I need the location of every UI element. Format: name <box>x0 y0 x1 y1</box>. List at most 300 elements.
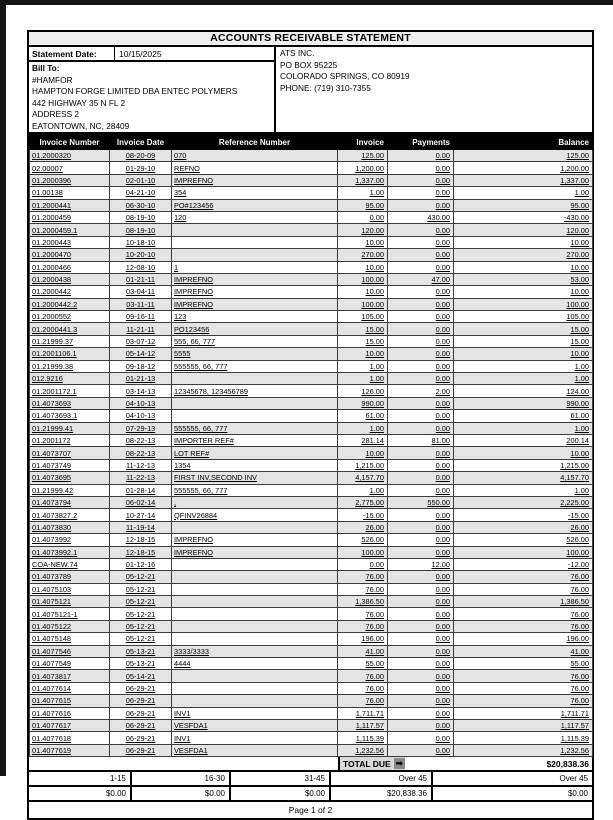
cell-invoice-number: 01.4073693.1 <box>30 410 110 422</box>
table-row <box>30 546 593 558</box>
table-row <box>30 150 593 162</box>
cell-payments: 0.00 <box>388 459 454 471</box>
total-due-row <box>29 757 592 772</box>
table-row <box>30 707 593 719</box>
cell-balance: 124.00 <box>454 385 593 397</box>
cell-balance: 2,225.00 <box>454 496 593 508</box>
cell-invoice: 10.00 <box>338 286 388 298</box>
cell-payments: 0.00 <box>388 174 454 186</box>
column-header: Invoice Date <box>110 135 172 150</box>
cell-invoice-date: 01-21-13 <box>110 373 172 385</box>
cell-invoice-date: 09-18-12 <box>110 360 172 372</box>
column-header: Invoice <box>338 135 388 150</box>
cell-reference-number <box>172 224 338 236</box>
cell-balance: 53.00 <box>454 273 593 285</box>
table-row <box>30 509 593 521</box>
cell-reference-number: 555555, 66, 777 <box>172 360 338 372</box>
cell-payments: 12.00 <box>388 558 454 570</box>
cell-reference-number: 5555 <box>172 348 338 360</box>
cell-invoice: 1.00 <box>338 360 388 372</box>
cell-payments: 0.00 <box>388 670 454 682</box>
cell-invoice: 4,157.70 <box>338 472 388 484</box>
cell-payments: 0.00 <box>388 695 454 707</box>
aging-bucket-values <box>29 787 592 802</box>
cell-invoice-date: 05-13-21 <box>110 645 172 657</box>
cell-invoice: 0.00 <box>338 558 388 570</box>
cell-payments: 0.00 <box>388 410 454 422</box>
total-row-spacer <box>29 757 340 770</box>
cell-payments: 0.00 <box>388 707 454 719</box>
table-row <box>30 484 593 496</box>
cell-invoice: 1,711.71 <box>338 707 388 719</box>
cell-invoice-number: 01.00138 <box>30 187 110 199</box>
cell-balance: 120.00 <box>454 224 593 236</box>
cell-invoice-number: 01.4077614 <box>30 682 110 694</box>
cell-balance: 76.00 <box>454 608 593 620</box>
cell-payments: 0.00 <box>388 311 454 323</box>
cell-invoice: 76.00 <box>338 620 388 632</box>
table-row <box>30 298 593 310</box>
cell-invoice-number: 01.21999.42 <box>30 484 110 496</box>
cell-invoice: 1.00 <box>338 484 388 496</box>
cell-invoice-number: 012.9216 <box>30 373 110 385</box>
cell-invoice-date: 07-29-13 <box>110 422 172 434</box>
cell-balance: 4,157.70 <box>454 472 593 484</box>
cell-invoice-date: 08-19-10 <box>110 224 172 236</box>
cell-payments: 0.00 <box>388 608 454 620</box>
cell-invoice-date: 03-04-11 <box>110 286 172 298</box>
table-row <box>30 571 593 583</box>
cell-invoice-number: 01.4077619 <box>30 744 110 756</box>
cell-invoice-number: 01.4073749 <box>30 459 110 471</box>
cell-reference-number <box>172 608 338 620</box>
table-row <box>30 236 593 248</box>
cell-invoice-date: 08-19-10 <box>110 211 172 223</box>
cell-balance: 15.00 <box>454 323 593 335</box>
cell-reference-number: IMPREFNO <box>172 546 338 558</box>
cell-invoice-date: 05-12-21 <box>110 596 172 608</box>
cell-reference-number: 1 <box>172 261 338 273</box>
column-header: Reference Number <box>172 135 338 150</box>
cell-invoice: 270.00 <box>338 249 388 261</box>
bill-to-address <box>32 75 274 133</box>
cell-invoice-number: 01.4073830 <box>30 521 110 533</box>
cell-reference-number: 4444 <box>172 658 338 670</box>
table-row <box>30 682 593 694</box>
cell-reference-number: REFNO <box>172 162 338 174</box>
cell-reference-number: IMPREFNO <box>172 174 338 186</box>
cell-balance: 76.00 <box>454 620 593 632</box>
cell-reference-number <box>172 249 338 261</box>
cell-invoice-date: 05-14-21 <box>110 670 172 682</box>
cell-payments: 0.00 <box>388 633 454 645</box>
cell-reference-number: 555555, 66, 777 <box>172 422 338 434</box>
cell-invoice-date: 06-02-14 <box>110 496 172 508</box>
table-row <box>30 558 593 570</box>
cell-reference-number: , <box>172 496 338 508</box>
cell-invoice: 125.00 <box>338 150 388 162</box>
table-row <box>30 373 593 385</box>
cell-invoice-number: 01.2000442.2 <box>30 298 110 310</box>
cell-invoice-date: 11-12-13 <box>110 459 172 471</box>
cell-invoice: 55.00 <box>338 658 388 670</box>
cell-balance: 41.00 <box>454 645 593 657</box>
cell-invoice: 196.00 <box>338 633 388 645</box>
page-title: ACCOUNTS RECEIVABLE STATEMENT <box>29 32 592 47</box>
cell-reference-number: VESFDA1 <box>172 744 338 756</box>
cell-invoice-date: 11-21-11 <box>110 323 172 335</box>
cell-balance: 196.00 <box>454 633 593 645</box>
cell-invoice-number: 01.4073693 <box>30 397 110 409</box>
aging-label: Over 45 <box>331 772 433 785</box>
column-header: Payments <box>388 135 454 150</box>
cell-invoice: 100.00 <box>338 273 388 285</box>
cell-payments: 430.00 <box>388 211 454 223</box>
cell-reference-number: PO123456 <box>172 323 338 335</box>
cell-invoice-number: 01.4073992.1 <box>30 546 110 558</box>
cell-balance: 1.00 <box>454 187 593 199</box>
cell-payments: 0.00 <box>388 596 454 608</box>
bill-to-block <box>29 62 274 132</box>
cell-invoice-date: 03-14-13 <box>110 385 172 397</box>
cell-reference-number <box>172 682 338 694</box>
cell-invoice-number: 01.4075121 <box>30 596 110 608</box>
cell-invoice: -15.00 <box>338 509 388 521</box>
cell-invoice-number: 01.4077616 <box>30 707 110 719</box>
table-row <box>30 633 593 645</box>
cell-balance: -12.00 <box>454 558 593 570</box>
cell-invoice-number: 01.2001106.1 <box>30 348 110 360</box>
cell-invoice-number: 01.4077618 <box>30 732 110 744</box>
cell-reference-number: 120 <box>172 211 338 223</box>
cell-invoice: 0.00 <box>338 211 388 223</box>
cell-invoice: 105.00 <box>338 311 388 323</box>
table-row <box>30 521 593 533</box>
cell-reference-number: QFINV26884 <box>172 509 338 521</box>
cell-invoice: 76.00 <box>338 670 388 682</box>
invoice-table-header <box>30 135 593 150</box>
cell-payments: 0.00 <box>388 521 454 533</box>
cell-reference-number <box>172 583 338 595</box>
cell-invoice: 10.00 <box>338 447 388 459</box>
cell-invoice: 1,215.00 <box>338 459 388 471</box>
cell-reference-number: IMPREFNO <box>172 298 338 310</box>
cell-reference-number <box>172 558 338 570</box>
cell-reference-number: 070 <box>172 150 338 162</box>
cell-invoice: 41.00 <box>338 645 388 657</box>
cell-invoice: 76.00 <box>338 682 388 694</box>
total-due-cell <box>340 757 592 770</box>
cell-invoice-number: 01.2000441 <box>30 199 110 211</box>
table-row <box>30 496 593 508</box>
cell-invoice-number: 01.4073789 <box>30 571 110 583</box>
table-row <box>30 658 593 670</box>
table-row <box>30 608 593 620</box>
statement-date-row <box>29 47 274 62</box>
cell-reference-number <box>172 410 338 422</box>
total-due-label <box>340 757 405 770</box>
cell-payments: 0.00 <box>388 224 454 236</box>
scan-edge-left <box>0 0 6 776</box>
cell-invoice: 61.00 <box>338 410 388 422</box>
cell-reference-number: IMPORTER REF# <box>172 434 338 446</box>
cell-reference-number: 3333/3333 <box>172 645 338 657</box>
cell-invoice-number: 01.4073827.2 <box>30 509 110 521</box>
cell-invoice-number: 01.4077615 <box>30 695 110 707</box>
cell-invoice-date: 06-30-10 <box>110 199 172 211</box>
address-line: PHONE: (719) 310-7355 <box>280 82 371 93</box>
address-line: EATONTOWN, NC, 28409 <box>32 120 130 131</box>
cell-payments: 0.00 <box>388 546 454 558</box>
cell-invoice-number: 01.4077617 <box>30 719 110 731</box>
address-line: 442 HIGHWAY 35 N FL 2 <box>32 97 126 108</box>
cell-invoice-date: 06-29-21 <box>110 744 172 756</box>
cell-invoice-date: 05-12-21 <box>110 620 172 632</box>
cell-invoice-date: 06-29-21 <box>110 732 172 744</box>
cell-balance: 10.00 <box>454 261 593 273</box>
statement-date-value: 10/15/2025 <box>119 48 162 59</box>
cell-balance: 1,337.00 <box>454 174 593 186</box>
cell-reference-number <box>172 633 338 645</box>
column-header: Balance <box>454 135 593 150</box>
table-row <box>30 695 593 707</box>
cell-invoice-date: 05-12-21 <box>110 633 172 645</box>
cell-balance: 125.00 <box>454 150 593 162</box>
table-row <box>30 162 593 174</box>
table-row <box>30 620 593 632</box>
cell-invoice-date: 05-12-21 <box>110 571 172 583</box>
cell-reference-number: LOT REF# <box>172 447 338 459</box>
cell-invoice: 76.00 <box>338 583 388 595</box>
cell-invoice-number: 01.21999.37 <box>30 335 110 347</box>
aging-label: Over 45 <box>559 774 588 784</box>
cell-payments: 0.00 <box>388 620 454 632</box>
table-row <box>30 199 593 211</box>
cell-payments: 0.00 <box>388 199 454 211</box>
cell-invoice: 10.00 <box>338 236 388 248</box>
address-line: COLORADO SPRINGS, CO 80919 <box>280 71 410 81</box>
table-row <box>30 273 593 285</box>
cell-payments: 0.00 <box>388 298 454 310</box>
table-row <box>30 434 593 446</box>
table-row <box>30 187 593 199</box>
cell-payments: 0.00 <box>388 571 454 583</box>
cell-invoice-number: COA-NEW.74 <box>30 558 110 570</box>
cell-invoice-number: 01.2000396 <box>30 174 110 186</box>
cell-balance: 76.00 <box>454 670 593 682</box>
cell-payments: 0.00 <box>388 484 454 496</box>
cell-payments: 0.00 <box>388 187 454 199</box>
cell-payments: 550.00 <box>388 496 454 508</box>
table-row <box>30 583 593 595</box>
cell-payments: 0.00 <box>388 422 454 434</box>
cell-payments: 0.00 <box>388 682 454 694</box>
cell-balance: 1,117.57 <box>454 719 593 731</box>
cell-reference-number: 12345678, 123456789 <box>172 385 338 397</box>
cell-payments: 0.00 <box>388 583 454 595</box>
cell-invoice-date: 08-22-13 <box>110 434 172 446</box>
cell-invoice-date: 01-21-11 <box>110 273 172 285</box>
cell-invoice-date: 12-18-15 <box>110 546 172 558</box>
table-row <box>30 719 593 731</box>
cell-invoice-number: 01.2000443 <box>30 236 110 248</box>
cell-invoice: 2,775.00 <box>338 496 388 508</box>
cell-invoice-date: 06-29-21 <box>110 682 172 694</box>
cell-invoice-number: 01.4077549 <box>30 658 110 670</box>
aging-label: 31-45 <box>231 772 331 785</box>
cell-balance: 10.00 <box>454 447 593 459</box>
cell-invoice-date: 10-20-10 <box>110 249 172 261</box>
statement-document <box>27 30 594 820</box>
cell-invoice-date: 04-21-10 <box>110 187 172 199</box>
aging-value: $0.00 <box>567 789 588 799</box>
cell-invoice-date: 06-29-21 <box>110 695 172 707</box>
cell-invoice-date: 02-01-10 <box>110 174 172 186</box>
table-row <box>30 174 593 186</box>
cell-balance: 1.00 <box>454 373 593 385</box>
cell-reference-number: IMPREFNO <box>172 273 338 285</box>
cell-invoice: 15.00 <box>338 335 388 347</box>
cell-invoice: 100.00 <box>338 298 388 310</box>
cell-payments: 0.00 <box>388 472 454 484</box>
cell-balance: 526.00 <box>454 534 593 546</box>
cell-reference-number <box>172 236 338 248</box>
cell-balance: 10.00 <box>454 348 593 360</box>
cell-invoice-number: 01.2000470 <box>30 249 110 261</box>
cell-invoice: 1,337.00 <box>338 174 388 186</box>
aging-value: $0.00 <box>29 787 132 800</box>
cell-invoice-number: 01.2001172.1 <box>30 385 110 397</box>
cell-invoice-date: 08-20-09 <box>110 150 172 162</box>
address-line: #HAMFOR <box>32 74 73 85</box>
aging-label: 16-30 <box>132 772 231 785</box>
cell-reference-number: IMPREFNO <box>172 534 338 546</box>
table-row <box>30 422 593 434</box>
cell-balance: 95.00 <box>454 199 593 211</box>
cell-balance: 100.00 <box>454 298 593 310</box>
cell-invoice: 1,386.50 <box>338 596 388 608</box>
cell-reference-number <box>172 620 338 632</box>
cell-balance: 1.00 <box>454 360 593 372</box>
table-row <box>30 596 593 608</box>
cell-balance: 1,200.00 <box>454 162 593 174</box>
cell-invoice-number: 01.21999.41 <box>30 422 110 434</box>
cell-reference-number <box>172 521 338 533</box>
cell-invoice-date: 05-12-21 <box>110 583 172 595</box>
cell-balance: 76.00 <box>454 682 593 694</box>
cell-balance: 990.00 <box>454 397 593 409</box>
cell-invoice: 1,232.56 <box>338 744 388 756</box>
cell-balance: 76.00 <box>454 571 593 583</box>
cell-balance: 26.00 <box>454 521 593 533</box>
cell-balance: 1,215.00 <box>454 459 593 471</box>
cell-reference-number <box>172 596 338 608</box>
cell-payments: 0.00 <box>388 348 454 360</box>
cell-invoice: 76.00 <box>338 571 388 583</box>
cell-invoice-number: 02.00007 <box>30 162 110 174</box>
table-row <box>30 385 593 397</box>
cell-invoice: 100.00 <box>338 546 388 558</box>
cell-balance: 1,386.50 <box>454 596 593 608</box>
statement-date-label: Statement Date: <box>29 47 115 60</box>
bill-to-label: Bill To: <box>32 63 60 73</box>
cell-invoice-date: 04-10-13 <box>110 397 172 409</box>
cell-invoice-date: 01-29-10 <box>110 162 172 174</box>
cell-invoice-date: 04-10-13 <box>110 410 172 422</box>
cell-reference-number: IMPREFNO <box>172 286 338 298</box>
cell-payments: 0.00 <box>388 261 454 273</box>
cell-balance: 10.00 <box>454 236 593 248</box>
cell-payments: 0.00 <box>388 236 454 248</box>
cell-invoice: 10.00 <box>338 348 388 360</box>
cell-balance: 1.00 <box>454 422 593 434</box>
address-line: PO BOX 95225 <box>280 59 338 70</box>
table-row <box>30 472 593 484</box>
aging-bucket-labels <box>29 772 592 787</box>
cell-invoice: 1.00 <box>338 373 388 385</box>
cell-reference-number: PO#123456 <box>172 199 338 211</box>
cell-invoice: 990.00 <box>338 397 388 409</box>
table-row <box>30 224 593 236</box>
aging-value: $0.00 <box>231 787 331 800</box>
cell-invoice: 15.00 <box>338 323 388 335</box>
cell-invoice-number: 01.2000552 <box>30 311 110 323</box>
cell-invoice: 1.00 <box>338 422 388 434</box>
cell-balance: 76.00 <box>454 583 593 595</box>
table-row <box>30 211 593 223</box>
cell-reference-number: 1354 <box>172 459 338 471</box>
cell-payments: 0.00 <box>388 732 454 744</box>
cell-payments: 0.00 <box>388 286 454 298</box>
cell-invoice-number: 01.2000459.1 <box>30 224 110 236</box>
cell-payments: 0.00 <box>388 150 454 162</box>
header-section <box>29 47 592 134</box>
table-row <box>30 249 593 261</box>
cell-invoice-date: 05-12-21 <box>110 608 172 620</box>
cell-balance: -430.00 <box>454 211 593 223</box>
page-number: Page 1 of 2 <box>288 805 333 816</box>
cell-invoice-number: 01.4077546 <box>30 645 110 657</box>
cell-invoice-number: 01.2000459 <box>30 211 110 223</box>
cell-reference-number <box>172 571 338 583</box>
cell-reference-number <box>172 373 338 385</box>
cell-invoice: 1,117.57 <box>338 719 388 731</box>
cell-balance: 61.00 <box>454 410 593 422</box>
cell-invoice: 1.00 <box>338 187 388 199</box>
total-due-text: TOTAL DUE <box>343 758 391 769</box>
cell-payments: 2.00 <box>388 385 454 397</box>
cell-invoice: 126.00 <box>338 385 388 397</box>
cell-invoice-number: 01.2000320 <box>30 150 110 162</box>
cell-payments: 0.00 <box>388 534 454 546</box>
cell-balance: 1,232.56 <box>454 744 593 756</box>
address-line: ATS INC. <box>280 48 315 58</box>
cell-invoice-number: 01.4075121-1 <box>30 608 110 620</box>
cell-payments: 0.00 <box>388 658 454 670</box>
cell-invoice-number: 01.2000442 <box>30 286 110 298</box>
table-row <box>30 323 593 335</box>
table-row <box>30 744 593 756</box>
cell-invoice-number: 01.2000441.3 <box>30 323 110 335</box>
cell-payments: 0.00 <box>388 719 454 731</box>
cell-payments: 0.00 <box>388 509 454 521</box>
cell-invoice: 95.00 <box>338 199 388 211</box>
table-row <box>30 645 593 657</box>
cell-invoice-number: 01.21999.38 <box>30 360 110 372</box>
address-line: ADDRESS 2 <box>32 109 80 119</box>
cell-balance: 100.00 <box>454 546 593 558</box>
cell-payments: 0.00 <box>388 323 454 335</box>
